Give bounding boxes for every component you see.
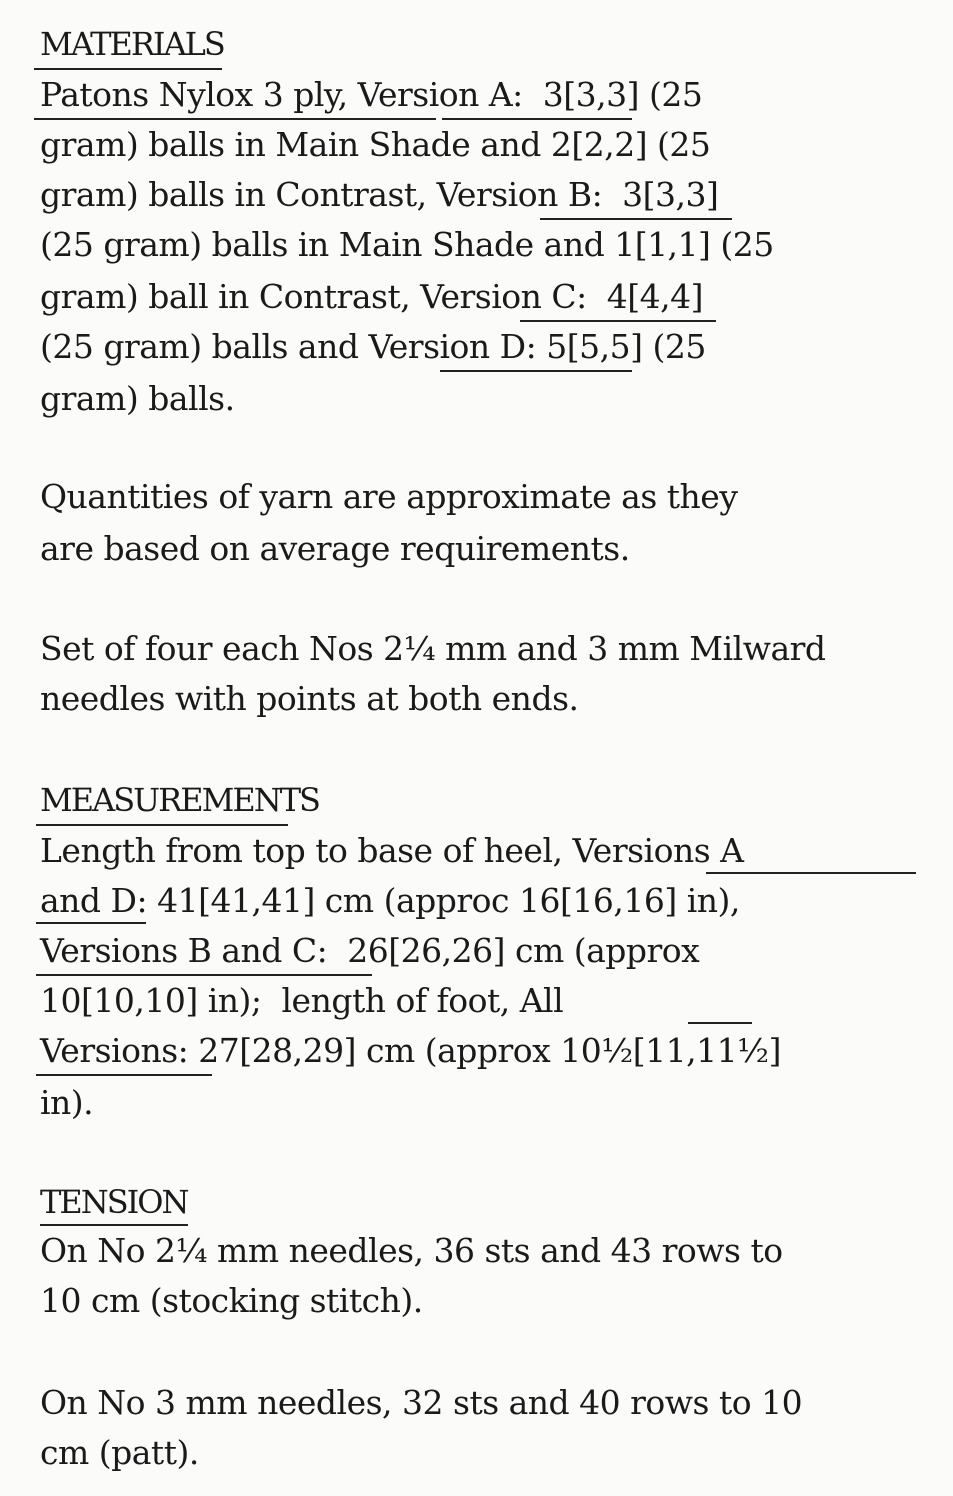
materials-heading-underline xyxy=(34,68,222,70)
tension-heading: TENSION xyxy=(40,1183,188,1221)
measurements-underline-versions-b-c xyxy=(36,974,372,976)
materials-line-3: gram) balls in Contrast, Version B: 3[3,3] xyxy=(40,175,719,214)
tension-line-1: On No 2¼ mm needles, 36 sts and 43 rows to xyxy=(40,1231,783,1270)
measurements-underline-versions-a-d-part2 xyxy=(36,922,146,924)
materials-underline-yarn xyxy=(34,118,436,120)
measurements-line-2: and D: 41[41,41] cm (approc 16[16,16] in), xyxy=(40,881,740,920)
measurements-heading-underline xyxy=(36,824,288,826)
tension-line-2: 10 cm (stocking stitch). xyxy=(40,1281,423,1320)
materials-underline-version-c xyxy=(520,320,716,322)
materials-line-1: Patons Nylox 3 ply, Version A: 3[3,3] (25 xyxy=(40,75,703,114)
measurements-line-6: in). xyxy=(40,1083,94,1122)
materials-underline-version-d xyxy=(440,370,632,372)
materials-line-4: (25 gram) balls in Main Shade and 1[1,1] (25 xyxy=(40,225,774,264)
materials-line-5: gram) ball in Contrast, Version C: 4[4,4] xyxy=(40,277,703,316)
measurements-heading: MEASUREMENTS xyxy=(40,781,319,819)
materials-underline-version-b xyxy=(540,218,732,220)
measurements-underline-versions-a-d-part1 xyxy=(706,872,916,874)
tension-patt-line-1: On No 3 mm needles, 32 sts and 40 rows to 10 xyxy=(40,1383,803,1422)
materials-heading: MATERIALS xyxy=(40,25,224,63)
tension-patt-line-2: cm (patt). xyxy=(40,1433,199,1472)
needles-line-2: needles with points at both ends. xyxy=(40,679,579,718)
measurements-line-1: Length from top to base of heel, Versions A xyxy=(40,831,744,870)
materials-line-2: gram) balls in Main Shade and 2[2,2] (25 xyxy=(40,125,711,164)
materials-line-7: gram) balls. xyxy=(40,379,235,418)
quantities-line-1: Quantities of yarn are approximate as they xyxy=(40,477,738,516)
tension-heading-underline xyxy=(40,1224,188,1226)
measurements-underline-all-part2 xyxy=(36,1074,212,1076)
measurements-underline-all-part1 xyxy=(688,1022,752,1024)
measurements-line-4: 10[10,10] in); length of foot, All xyxy=(40,981,564,1020)
measurements-line-3: Versions B and C: 26[26,26] cm (approx xyxy=(40,931,700,970)
measurements-line-5: Versions: 27[28,29] cm (approx 10½[11,11½] xyxy=(40,1031,781,1070)
needles-line-1: Set of four each Nos 2¼ mm and 3 mm Milward xyxy=(40,629,826,668)
materials-line-6: (25 gram) balls and Version D: 5[5,5] (25 xyxy=(40,327,706,366)
materials-underline-version-a xyxy=(442,118,632,120)
quantities-line-2: are based on average requirements. xyxy=(40,529,630,568)
